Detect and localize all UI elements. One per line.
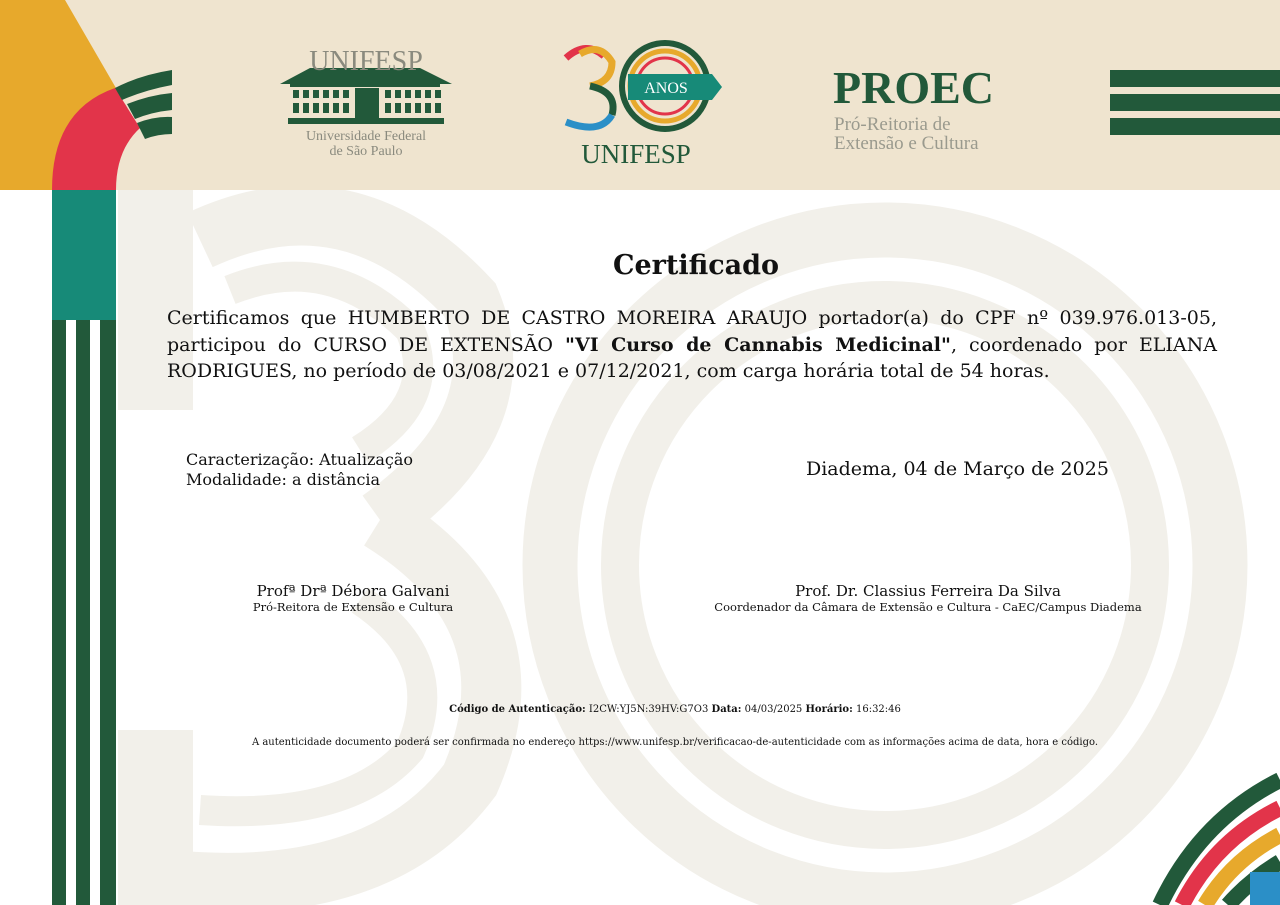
course-details [186, 450, 413, 490]
certificate-title: Certificado [612, 250, 780, 281]
unifesp-logo-line1: Universidade Federal [305, 129, 427, 144]
body-text-after-course: , coordenado por ELIANA RODRIGUES, no período de 03/08/2021 e 07/12/2021, com carga horária total de 54 horas. [167, 333, 1217, 382]
signature-right-role: Coordenador da Câmara de Extensão e Cultura - CaEC/Campus Diadema [714, 600, 1142, 614]
proec-logo-line1: Pró-Reitoria de [834, 114, 951, 135]
auth-code-label: Código de Autenticação: [449, 704, 586, 715]
body-text-before-course: Certificamos que HUMBERTO DE CASTRO MOREIRA ARAUJO portador(a) do CPF nº 039.976.013-05, participou do CURSO DE EXTENSÃO [167, 307, 1217, 356]
anniversary-ribbon-text: ANOS [644, 80, 688, 97]
characterization: Caracterização: Atualização [186, 450, 414, 469]
unifesp-logo-name: UNIFESP [309, 46, 423, 77]
signature-right-name: Prof. Dr. Classius Ferreira Da Silva [795, 582, 1061, 600]
anniversary-logo-name: UNIFESP [581, 139, 691, 169]
modality: Modalidade: a distância [186, 470, 381, 489]
place-date: Diadema, 04 de Março de 2025 [806, 458, 1109, 480]
signature-right [700, 582, 1156, 615]
certificate-body [167, 305, 1217, 385]
proec-logo-line2: Extensão e Cultura [834, 133, 979, 154]
signature-left-role: Pró-Reitora de Extensão e Cultura [252, 600, 454, 614]
signature-left [203, 582, 503, 615]
auth-date-label: Data: [711, 704, 742, 715]
auth-date: 04/03/2025 [744, 704, 803, 715]
auth-code: I2CW:YJ5N:39HV:G7O3 [588, 704, 709, 715]
proec-logo-name: PROEC [833, 62, 994, 113]
unifesp-logo-line2: de São Paulo [329, 144, 403, 159]
auth-time: 16:32:46 [855, 704, 901, 715]
signature-left-name: Profª Drª Débora Galvani [256, 582, 450, 600]
authentication-line [0, 704, 1280, 715]
proec-logo [0, 0, 1280, 190]
auth-time-label: Horário: [805, 704, 853, 715]
authenticity-note: A autenticidade documento poderá ser confirmada no endereço https://www.unifesp.br/verificacao-de-autenticidade com as informações acima de data, hora e código. [251, 737, 1099, 748]
course-name: "VI Curso de Cannabis Medicinal" [565, 333, 951, 356]
